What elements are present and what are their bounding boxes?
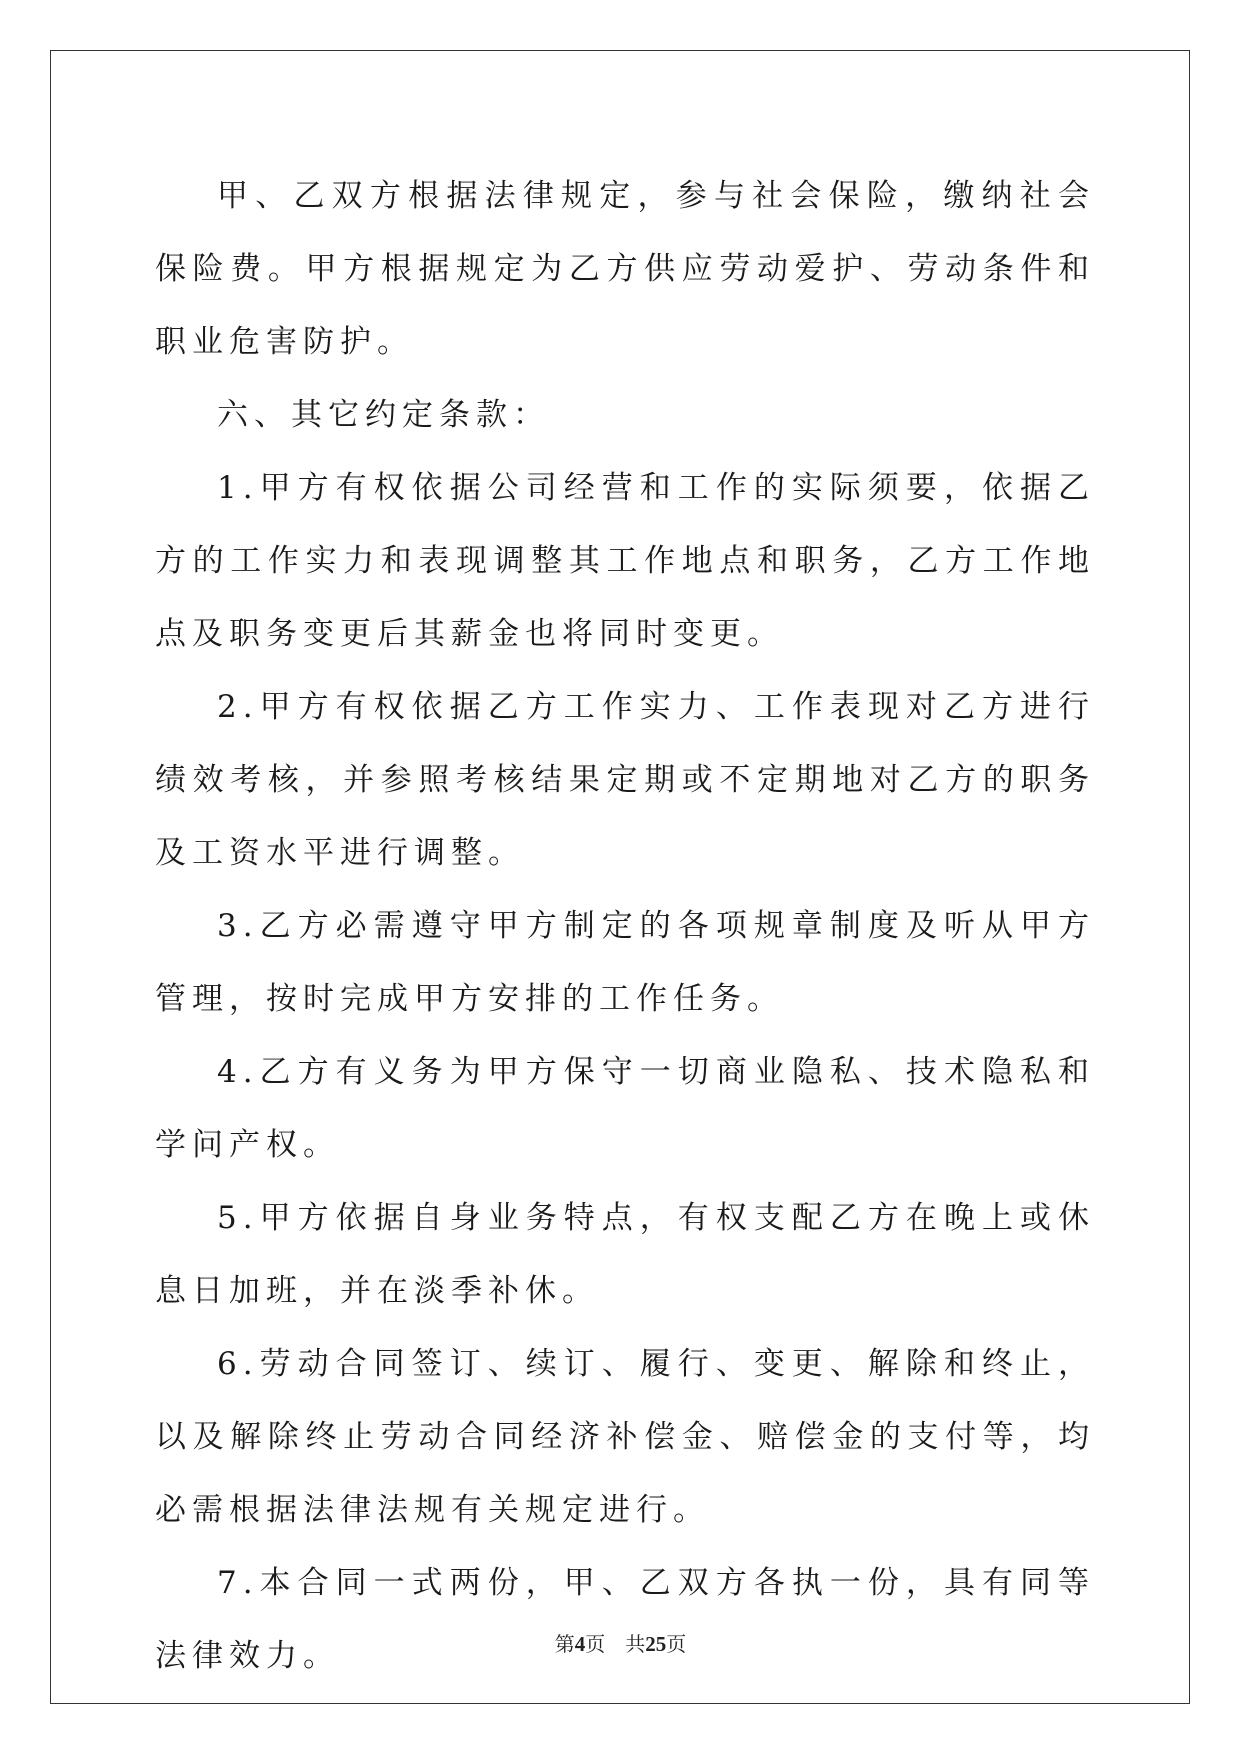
clause-4: 4.乙方有义务为甲方保守一切商业隐私、技术隐私和学问产权。 [155, 1054, 1095, 1163]
paragraph-social-insurance: 甲、乙双方根据法律规定，参与社会保险，缴纳社会保险费。甲方根据规定为乙方供应劳动爱护、劳动条件和职业危害防护。 [155, 178, 1095, 360]
clause-1: 1.甲方有权依据公司经营和工作的实际须要，依据乙方的工作实力和表现调整其工作地点和职务，乙方工作地点及职务变更后其薪金也将同时变更。 [155, 470, 1095, 652]
page-number: 4 [574, 1632, 586, 1656]
clause-2: 2.甲方有权依据乙方工作实力、工作表现对乙方进行绩效考核，并参照考核结果定期或不定期地对乙方的职务及工资水平进行调整。 [155, 689, 1095, 871]
clause-7: 7.本合同一式两份，甲、乙双方各执一份，具有同等法律效力。 [155, 1565, 1095, 1674]
total-suffix: 页 [666, 1632, 687, 1656]
clause-5: 5.甲方依据自身业务特点，有权支配乙方在晚上或休息日加班，并在淡季补休。 [155, 1200, 1095, 1309]
document-body [155, 160, 1095, 1693]
clause-3: 3.乙方必需遵守甲方制定的各项规章制度及听从甲方管理，按时完成甲方安排的工作任务。 [155, 908, 1095, 1017]
total-prefix: 共 [625, 1632, 646, 1656]
page-prefix: 第 [554, 1632, 575, 1656]
page-suffix: 页 [585, 1632, 606, 1656]
page-footer [0, 1628, 1241, 1657]
clause-6: 6.劳动合同签订、续订、履行、变更、解除和终止，以及解除终止劳动合同经济补偿金、赔偿金的支付等，均必需根据法律法规有关规定进行。 [155, 1346, 1095, 1528]
section-heading-other-terms: 六、其它约定条款： [217, 397, 550, 433]
total-pages: 25 [645, 1632, 667, 1656]
